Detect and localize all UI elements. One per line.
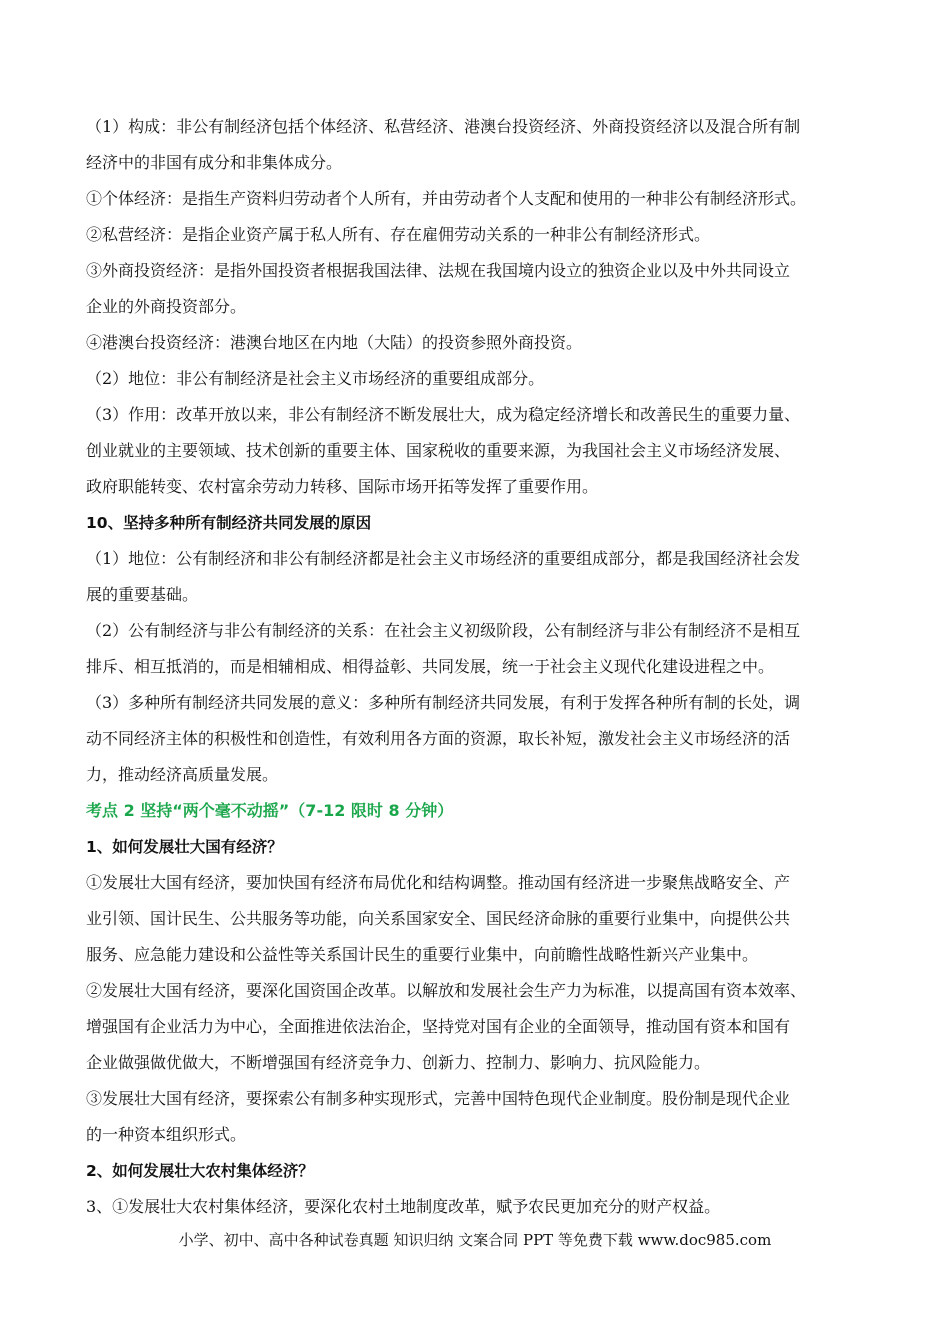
question-heading: 1、如何发展壮大国有经济？	[86, 838, 283, 856]
text-line: 力，推动经济高质量发展。	[86, 765, 279, 784]
text-line: 服务、应急能力建设和公益性等关系国计民生的重要行业集中，向前瞻性战略性新兴产业集中。	[86, 945, 759, 964]
text-line: ①个体经济：是指生产资料归劳动者个人所有，并由劳动者个人支配和使用的一种非公有制经济形式。	[86, 189, 807, 208]
page-footer: 小学、初中、高中各种试卷真题 知识归纳 文案合同 PPT 等免费下载 www.doc985.com	[178, 1231, 772, 1249]
text-line: ②发展壮大国有经济，要深化国资国企改革。以解放和发展社会生产力为标准，以提高国有资本效率、	[86, 981, 807, 1000]
topic-heading: 考点 2 坚持“两个毫不动摇”（7-12 限时 8 分钟）	[86, 801, 454, 820]
text-line: （2）地位：非公有制经济是社会主义市场经济的重要组成部分。	[86, 369, 545, 388]
text-line: 3、①发展壮大农村集体经济，要深化农村土地制度改革，赋予农民更加充分的财产权益。	[86, 1197, 721, 1216]
text-line: 增强国有企业活力为中心，全面推进依法治企，坚持党对国有企业的全面领导，推动国有资本和国有	[86, 1017, 791, 1036]
text-line: ②私营经济：是指企业资产属于私人所有、存在雇佣劳动关系的一种非公有制经济形式。	[86, 225, 711, 244]
text-line: ④港澳台投资经济：港澳台地区在内地（大陆）的投资参照外商投资。	[86, 333, 583, 352]
text-line: 展的重要基础。	[86, 585, 199, 604]
question-heading: 2、如何发展壮大农村集体经济？	[86, 1162, 314, 1180]
text-line: 企业的外商投资部分。	[86, 297, 247, 316]
text-line: 经济中的非国有成分和非集体成分。	[86, 153, 343, 172]
text-line: ①发展壮大国有经济，要加快国有经济布局优化和结构调整。推动国有经济进一步聚焦战略安全、产	[86, 873, 791, 892]
text-line: 排斥、相互抵消的，而是相辅相成、相得益彰、共同发展，统一于社会主义现代化建设进程之中。	[86, 657, 775, 676]
text-line: （2）公有制经济与非公有制经济的关系：在社会主义初级阶段，公有制经济与非公有制经济不是相互	[86, 621, 801, 640]
text-line: （3）多种所有制经济共同发展的意义：多种所有制经济共同发展，有利于发挥各种所有制的长处，调	[86, 693, 801, 712]
text-line: 创业就业的主要领域、技术创新的重要主体、国家税收的重要来源，为我国社会主义市场经济发展、	[86, 441, 791, 460]
text-line: （3）作用：改革开放以来，非公有制经济不断发展壮大，成为稳定经济增长和改善民生的重要力量、	[86, 405, 801, 424]
text-line: 业引领、国计民生、公共服务等功能，向关系国家安全、国民经济命脉的重要行业集中，向提供公共	[86, 909, 791, 928]
text-line: （1）地位：公有制经济和非公有制经济都是社会主义市场经济的重要组成部分，都是我国经济社会发	[86, 549, 801, 568]
text-line: ③外商投资经济：是指外国投资者根据我国法律、法规在我国境内设立的独资企业以及中外共同设立	[86, 261, 791, 280]
text-line: 企业做强做优做大，不断增强国有经济竞争力、创新力、控制力、影响力、抗风险能力。	[86, 1053, 711, 1072]
text-line: 动不同经济主体的积极性和创造性，有效利用各方面的资源，取长补短，激发社会主义市场经济的活	[86, 729, 791, 748]
text-line: 的一种资本组织形式。	[86, 1125, 247, 1144]
section-heading: 10、坚持多种所有制经济共同发展的原因	[86, 514, 372, 532]
section-nonpublic-economy	[86, 109, 866, 1225]
text-line: （1）构成：非公有制经济包括个体经济、私营经济、港澳台投资经济、外商投资经济以及混合所有制	[86, 117, 801, 136]
text-line: 政府职能转变、农村富余劳动力转移、国际市场开拓等发挥了重要作用。	[86, 477, 599, 496]
text-line: ③发展壮大国有经济，要探索公有制多种实现形式，完善中国特色现代企业制度。股份制是现代企业	[86, 1089, 791, 1108]
